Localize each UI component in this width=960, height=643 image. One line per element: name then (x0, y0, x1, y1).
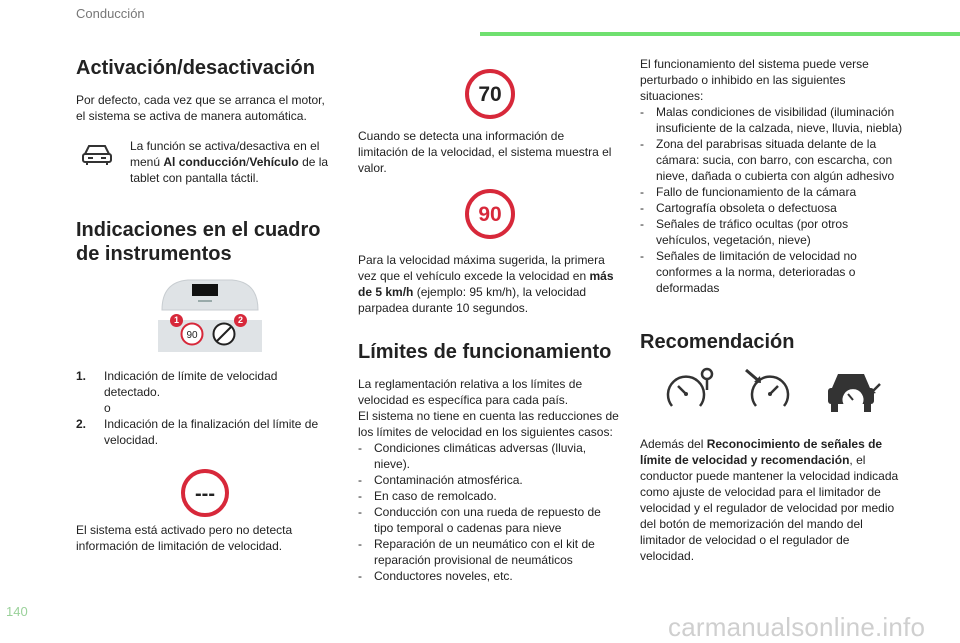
blink-text: Para la velocidad máxima sugerida, la primera vez que el vehículo excede la velocidad en más de 5 km/h (ejemplo: 95 km/h), la velocidad parpadea durante 10 segundos. (358, 253, 614, 315)
list-item: 1. Indicación de límite de velocidad detectado. (76, 369, 278, 399)
activation-intro: Por defecto, cada vez que se arranca el motor, el sistema se activa de manera automática. (76, 93, 325, 123)
callout-1: 1 (170, 314, 183, 327)
no-info-sign (180, 468, 230, 518)
recommendation-section (640, 330, 905, 354)
list-item: - Malas condiciones de visibilidad (iluminación insuficiente de la calzada, nieve, lluvia, niebla) (640, 105, 903, 135)
no-info-text: El sistema está activado pero no detecta información de limitación de velocidad. (76, 523, 293, 553)
watermark: carmanualsonline.info (668, 612, 926, 642)
menu-vehicle: Vehículo (249, 155, 299, 169)
list-item: - Conducción con una rueda de repuesto de tipo temporal o cadenas para nieve (358, 505, 601, 535)
recommendation-text: Además del Reconocimiento de señales de límite de velocidad y recomendación, el conductor puede mantener la velocidad indicada como ajuste de velocidad para el limitador de velocidad y el regulador de velocidad por medio del botón de memorización del mando del limitador de velocidad o el regulador de velocidad. (640, 437, 899, 563)
speed-limit-sign-90 (464, 188, 516, 240)
sign-70-value: 70 (478, 83, 502, 106)
limits-cases-intro: El sistema no tiene en cuenta las reducciones de los límites de velocidad en los siguientes casos: (358, 409, 619, 439)
menu-driving: Al conducción (163, 155, 247, 169)
limits-title: Límites de funcionamiento (358, 341, 612, 363)
list-item: - Señales de limitación de velocidad no conformes a la norma, deterioradas o deformadas (640, 249, 857, 295)
list-item: - Zona del parabrisas situada delante de la cámara: sucia, con barro, con escarcha, con nieve, dañada o cubierta con algún adhesivo (640, 137, 895, 183)
limits-section (358, 340, 620, 584)
end-limit-sign-small (212, 322, 236, 346)
column-3 (640, 56, 905, 296)
list-item: - Reparación de un neumático con el kit de reparación provisional de neumáticos (358, 537, 595, 567)
list-item: - En caso de remolcado. (358, 489, 497, 503)
item2-text: Indicación de la finalización del límite de velocidad. (104, 417, 319, 447)
feature-name: Reconocimiento de señales de límite de velocidad y recomendación (640, 437, 883, 467)
no-info-sign-value: --- (195, 483, 215, 505)
speedometer-limiter-icon (664, 366, 718, 412)
instrument-title: Indicaciones en el cuadro de instrumentos (76, 219, 321, 265)
list-item: o (104, 401, 111, 415)
list-item: - Fallo de funcionamiento de la cámara (640, 185, 857, 199)
page-number: 140 (6, 604, 28, 619)
list-item: - Conductores noveles, etc. (358, 569, 513, 583)
disturbance-list (640, 104, 905, 296)
speed-limit-sign-small (180, 322, 204, 346)
speedometer-regulator-icon (742, 366, 796, 412)
car-menu-icon (80, 142, 114, 166)
activation-title: Activación/desactivación (76, 57, 315, 79)
callout-2: 2 (234, 314, 247, 327)
disturbance-intro: El funcionamiento del sistema puede verse perturbado o inhibido en las siguientes situaciones: (640, 57, 869, 103)
list-item: - Contaminación atmosférica. (358, 473, 523, 487)
limits-list (358, 440, 620, 584)
list-item: - Condiciones climáticas adversas (lluvia, nieve). (358, 441, 587, 471)
sign-90-value: 90 (478, 203, 502, 226)
speed-limit-sign-70 (464, 68, 516, 120)
detected-limit-text: Cuando se detecta una información de limitación de la velocidad, el sistema muestra el valor. (358, 129, 612, 175)
instrument-section (76, 218, 336, 266)
activation-note: La función se activa/desactiva en el menú Al conducción/Vehículo de la tablet con pantalla táctil. (130, 139, 329, 185)
list-item: - Señales de tráfico ocultas (por otros vehículos, vegetación, nieve) (640, 217, 849, 247)
section-header: Conducción (76, 6, 145, 21)
column-1 (76, 56, 336, 124)
recommendation-title: Recomendación (640, 331, 795, 353)
small-sign-value: 90 (186, 330, 198, 341)
car-speedometer-icon (824, 366, 884, 416)
list-item: - Cartografía obsoleta o defectuosa (640, 201, 837, 215)
list-item: 2. (76, 417, 87, 431)
section-accent-bar (480, 32, 960, 36)
threshold-value: más de 5 km/h (358, 269, 614, 299)
limits-intro: La reglamentación relativa a los límites de velocidad es específica para cada país. (358, 377, 583, 407)
